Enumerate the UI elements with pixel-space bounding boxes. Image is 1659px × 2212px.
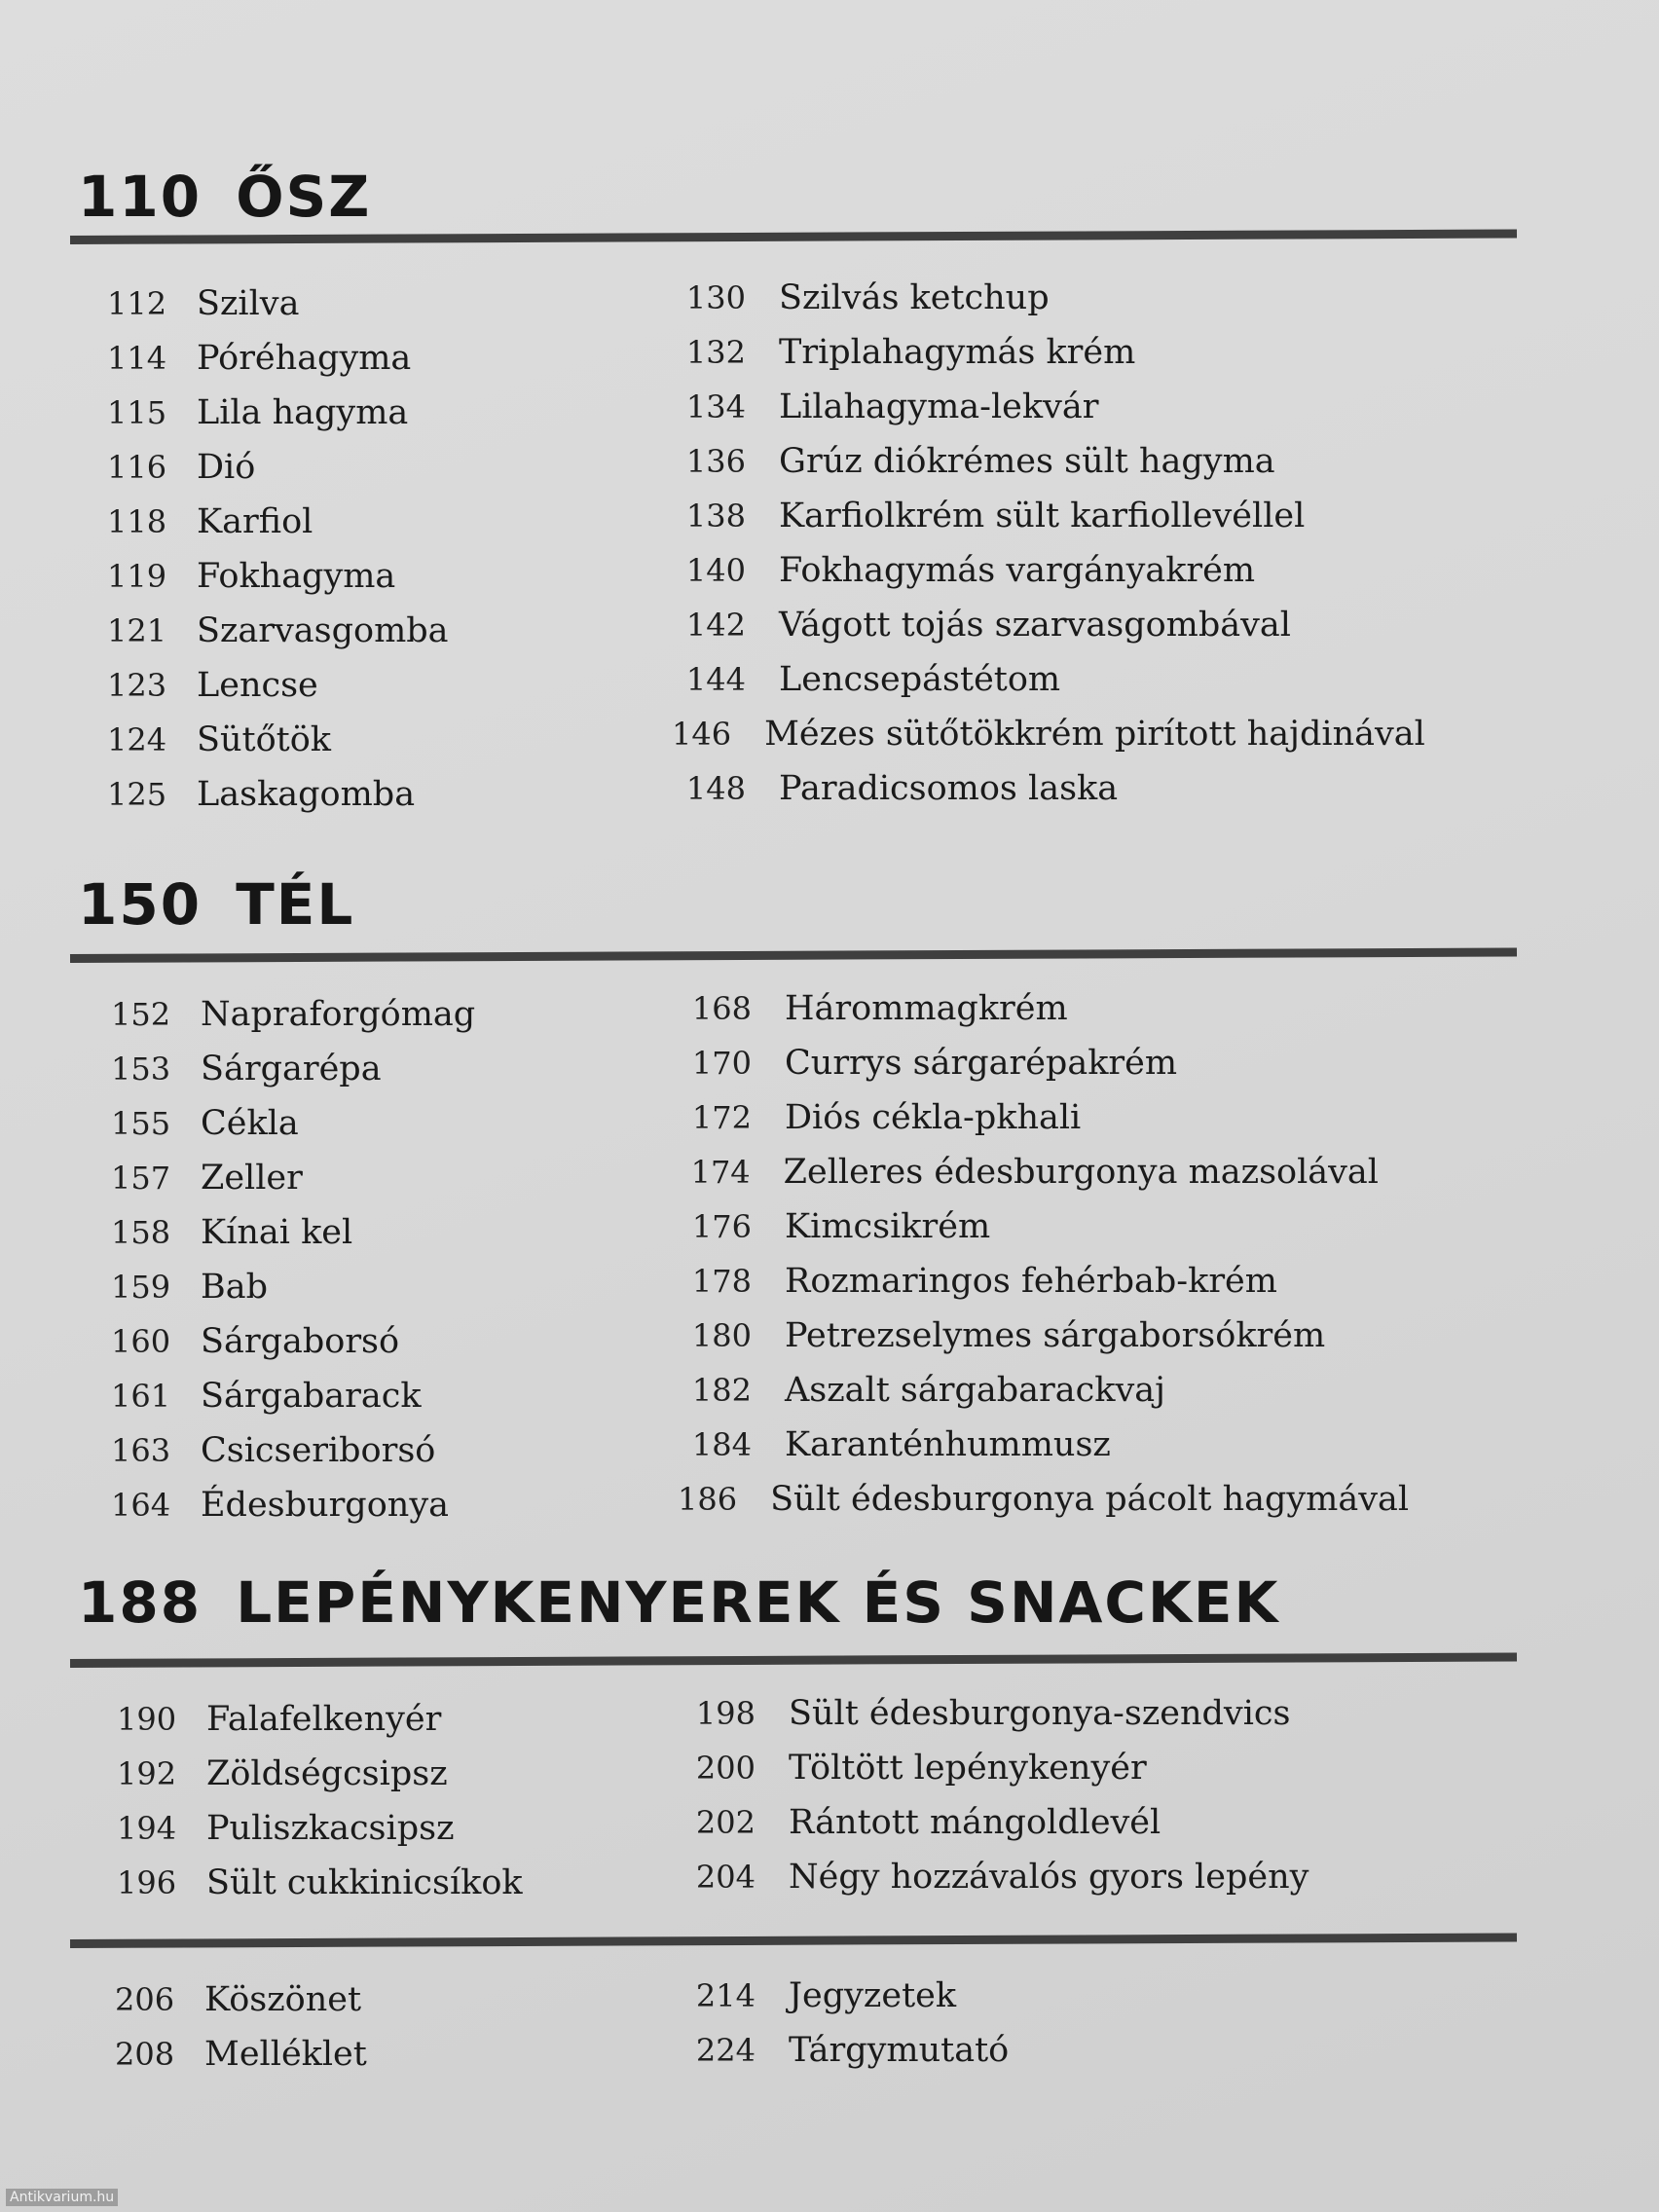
toc-entry-label: Petrezselymes sárgaborsókrém	[785, 1316, 1326, 1355]
toc-entry-label: Sült édesburgonya pácolt hagymával	[770, 1480, 1410, 1519]
toc-entry-label: Szarvasgomba	[197, 611, 449, 650]
toc-entry	[678, 1207, 1379, 1262]
toc-entry-label: Grúz diókrémes sült hagyma	[779, 442, 1275, 481]
toc-entry-page: 200	[695, 1750, 756, 1787]
toc-entry-label: Bab	[201, 1268, 268, 1307]
toc-entry-label: Lencse	[197, 666, 318, 705]
toc-entry-label: Sütőtök	[197, 720, 332, 759]
toc-entry-label: Vágott tojás szarvasgombával	[779, 606, 1291, 645]
toc-entry-page: 202	[695, 1804, 756, 1841]
toc-entry-page: 208	[115, 2036, 175, 2073]
toc-entry-label: Szilva	[197, 284, 300, 323]
toc-entry-label: Kimcsikrém	[785, 1207, 991, 1246]
toc-entry-page: 114	[107, 340, 167, 377]
toc-entry	[682, 1858, 1382, 1912]
toc-entry-label: Fokhagyma	[197, 557, 396, 596]
toc-entry-label: Köszönet	[204, 1980, 362, 2019]
toc-column-right	[678, 989, 1410, 1534]
toc-entry-page: 132	[685, 334, 746, 371]
toc-entry-label: Aszalt sárgabarackvaj	[785, 1371, 1165, 1410]
toc-entry-page: 115	[107, 394, 167, 431]
toc-entry-page: 163	[111, 1432, 171, 1469]
toc-entry-page: 136	[685, 443, 746, 480]
toc-entry	[678, 1098, 1379, 1153]
toc-entry-label: Tárgymutató	[789, 2031, 1010, 2070]
toc-entry	[678, 1262, 1379, 1316]
toc-entry	[678, 1153, 1379, 1207]
toc-entry-label: Laskagomba	[197, 775, 416, 814]
toc-entry-label: Fokhagymás vargányakrém	[779, 551, 1256, 590]
toc-entry-label: Hárommagkrém	[785, 989, 1068, 1028]
toc-entry-label: Sült édesburgonya-szendvics	[789, 1694, 1291, 1733]
toc-entry-page: 116	[107, 449, 167, 486]
section-heading-tel	[78, 871, 354, 949]
toc-entry-page: 155	[111, 1105, 171, 1142]
section-page-number: 188	[78, 1569, 203, 1636]
toc-entry-page: 182	[691, 1372, 752, 1409]
toc-entry	[682, 1976, 1382, 2031]
toc-entry-page: 159	[111, 1269, 171, 1306]
toc-entry-page: 161	[111, 1378, 171, 1415]
toc-entry	[678, 1425, 1379, 1480]
toc-entry-label: Sárgaborsó	[201, 1322, 400, 1361]
toc-entry-page: 184	[691, 1426, 752, 1463]
toc-column-right	[672, 278, 1425, 824]
toc-entry-label: Zöldségcsipsz	[206, 1754, 448, 1793]
toc-entry	[672, 715, 1425, 769]
toc-entry-page: 148	[685, 770, 746, 807]
toc-entry-page: 190	[117, 1701, 177, 1738]
toc-entry-page: 170	[691, 1045, 752, 1082]
toc-entry-page: 178	[691, 1263, 752, 1300]
toc-entry-page: 158	[111, 1214, 171, 1251]
toc-entry-page: 152	[111, 996, 171, 1033]
toc-entry	[672, 333, 1373, 387]
toc-entry-page: 198	[695, 1695, 756, 1732]
toc-entry-page: 186	[678, 1481, 738, 1518]
toc-entry-label: Sárgarépa	[201, 1050, 382, 1088]
toc-entry-label: Lilahagyma-lekvár	[779, 387, 1099, 426]
toc-entry-label: Édesburgonya	[201, 1486, 449, 1525]
section-heading-lepenykenyerek	[78, 1569, 1279, 1647]
toc-entry-page: 142	[685, 607, 746, 644]
toc-entry-page: 196	[117, 1864, 177, 1901]
toc-entry-label: Rozmaringos fehérbab-krém	[785, 1262, 1277, 1301]
watermark: Antikvarium.hu	[6, 2189, 118, 2206]
toc-entry-label: Töltött lepénykenyér	[789, 1749, 1147, 1788]
toc-entry	[672, 660, 1373, 715]
toc-entry-page: 125	[107, 776, 167, 813]
toc-entry-page: 206	[115, 1981, 175, 2018]
toc-entry-label: Mézes sütőtökkrém pirított hajdinával	[764, 715, 1425, 754]
toc-entry-label: Csicseriborsó	[201, 1431, 436, 1470]
toc-entry	[672, 442, 1373, 497]
toc-entry-label: Paradicsomos laska	[779, 769, 1119, 808]
section-divider	[70, 1653, 1517, 1668]
toc-entry	[682, 1749, 1382, 1803]
toc-entry-page: 164	[111, 1487, 171, 1524]
toc-entry	[672, 551, 1373, 606]
toc-entry-label: Diós cékla-pkhali	[785, 1098, 1082, 1137]
toc-entry-page: 123	[107, 667, 167, 704]
toc-entry	[672, 769, 1373, 824]
toc-entry	[678, 1044, 1379, 1098]
toc-entry-page: 168	[691, 990, 752, 1027]
toc-entry-label: Jegyzetek	[789, 1976, 957, 2015]
section-title: TÉL	[236, 871, 355, 938]
toc-entry-label: Rántott mángoldlevél	[789, 1803, 1161, 1842]
toc-entry-page: 194	[117, 1810, 177, 1847]
toc-entry	[672, 387, 1373, 442]
toc-entry	[682, 1694, 1382, 1749]
section-page-number: 110	[78, 164, 203, 230]
toc-entry-label: Lila hagyma	[197, 393, 409, 432]
toc-entry	[672, 606, 1373, 660]
toc-entry	[682, 2031, 1382, 2085]
section-divider	[70, 948, 1517, 963]
toc-column-right	[682, 1694, 1382, 1912]
toc-entry	[672, 497, 1373, 551]
toc-entry-label: Kínai kel	[201, 1213, 353, 1252]
toc-entry-page: 124	[107, 721, 167, 758]
toc-entry-page: 176	[691, 1208, 752, 1245]
toc-entry-label: Currys sárgarépakrém	[785, 1044, 1178, 1083]
back-matter-divider	[70, 1934, 1517, 1948]
toc-entry-page: 112	[107, 285, 167, 322]
toc-entry	[678, 1316, 1379, 1371]
toc-entry-page: 144	[685, 661, 746, 698]
section-title: LEPÉNYKENYEREK ÉS SNACKEK	[236, 1569, 1280, 1636]
toc-entry-page: 130	[685, 279, 746, 316]
toc-entry	[678, 989, 1379, 1044]
toc-entry-label: Cékla	[201, 1104, 299, 1143]
toc-entry-label: Dió	[197, 448, 256, 487]
toc-entry-page: 174	[690, 1154, 751, 1191]
toc-entry-label: Karanténhummusz	[785, 1425, 1111, 1464]
toc-entry-page: 180	[691, 1317, 752, 1354]
toc-entry-page: 134	[685, 388, 746, 425]
toc-entry-label: Zeller	[201, 1159, 303, 1198]
toc-entry-label: Sárgabarack	[201, 1377, 422, 1416]
back-matter-column-right	[682, 1976, 1382, 2085]
toc-entry	[682, 1803, 1382, 1858]
toc-entry-page: 121	[107, 612, 167, 649]
toc-entry-label: Falafelkenyér	[206, 1700, 442, 1739]
toc-entry-page: 138	[685, 498, 746, 535]
toc-entry	[672, 278, 1373, 333]
toc-entry-label: Puliszkacsipsz	[206, 1809, 455, 1848]
toc-entry-page: 204	[695, 1859, 756, 1896]
toc-entry-label: Karfiolkrém sült karfiollevéllel	[779, 497, 1306, 535]
toc-entry-page: 192	[117, 1755, 177, 1792]
toc-entry	[678, 1480, 1410, 1534]
toc-entry-label: Szilvás ketchup	[779, 278, 1050, 317]
toc-entry-label: Sült cukkinicsíkok	[206, 1863, 523, 1902]
toc-entry-label: Karfiol	[197, 502, 313, 541]
toc-entry-page: 172	[691, 1099, 752, 1136]
toc-entry-label: Napraforgómag	[201, 995, 476, 1034]
section-title: ŐSZ	[236, 164, 372, 230]
toc-entry-page: 157	[111, 1160, 171, 1197]
toc-entry	[678, 1371, 1379, 1425]
toc-entry-page: 140	[685, 552, 746, 589]
toc-entry-page: 119	[107, 558, 167, 595]
toc-entry-page: 153	[111, 1051, 171, 1088]
section-heading-osz	[78, 164, 371, 241]
toc-entry-label: Melléklet	[204, 2035, 367, 2074]
toc-entry-label: Póréhagyma	[197, 339, 412, 378]
toc-entry-label: Lencsepástétom	[779, 660, 1061, 699]
toc-entry-label: Zelleres édesburgonya mazsolával	[783, 1153, 1379, 1192]
toc-entry-label: Triplahagymás krém	[779, 333, 1136, 372]
section-page-number: 150	[78, 871, 203, 938]
toc-entry-page: 214	[695, 1977, 756, 2014]
toc-entry-label: Négy hozzávalós gyors lepény	[789, 1858, 1309, 1897]
toc-entry-page: 146	[672, 716, 732, 753]
toc-entry-page: 118	[107, 503, 167, 540]
toc-entry-page: 224	[695, 2032, 756, 2069]
toc-entry-page: 160	[111, 1323, 171, 1360]
